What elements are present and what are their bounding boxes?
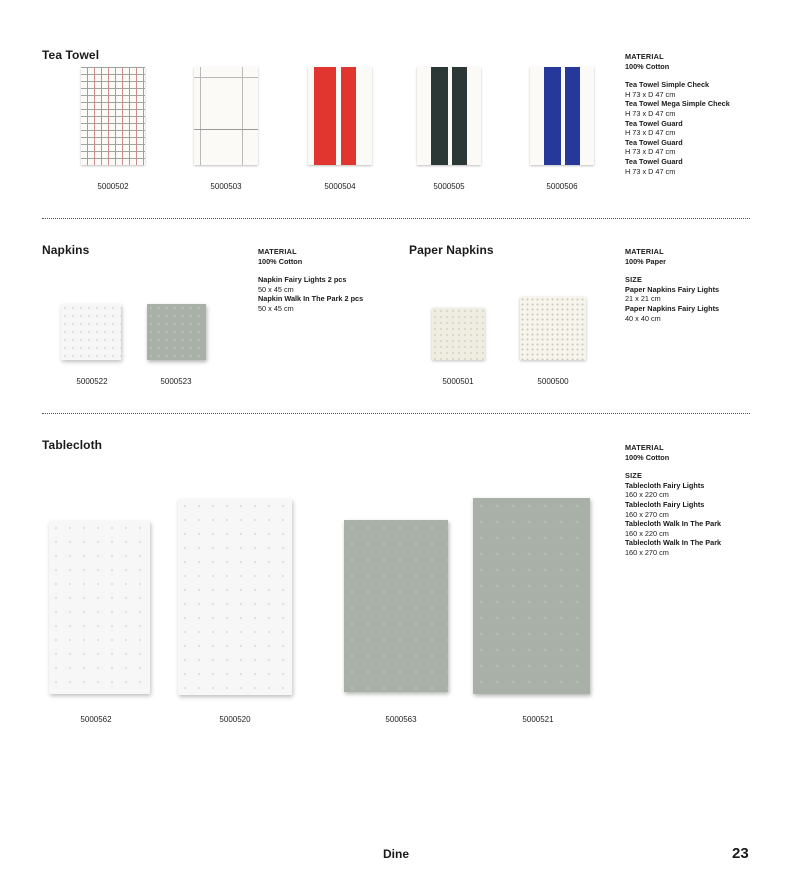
product-name: Tea Towel Mega Simple Check	[625, 99, 730, 109]
product-name: Tablecloth Fairy Lights	[625, 499, 705, 509]
napkins-info	[258, 247, 363, 314]
product-size: 160 x 220 cm	[625, 490, 669, 500]
sku-label: 5000520	[219, 715, 251, 724]
product-size: 21 x 21 cm	[625, 294, 661, 304]
tea-towel-guard-red-image	[308, 67, 372, 165]
napkin-fairy-lights-image	[61, 304, 121, 360]
product-size: H 73 x D 47 cm	[625, 128, 676, 138]
sku-label: 5000505	[433, 182, 465, 191]
product-size: 50 x 45 cm	[258, 303, 294, 313]
material-label: MATERIAL	[258, 247, 297, 256]
product-size: 160 x 270 cm	[625, 547, 669, 557]
paper-napkin-small-image	[432, 308, 485, 360]
product-name: Napkin Walk In The Park 2 pcs	[258, 294, 364, 304]
product-size: 50 x 45 cm	[258, 284, 294, 294]
page-number: 23	[732, 845, 749, 862]
paper-napkins-info	[625, 247, 719, 323]
sku-label: 5000563	[385, 715, 417, 724]
product-name: Tablecloth Walk In The Park	[625, 538, 722, 548]
material-label: MATERIAL	[625, 247, 664, 256]
sku-label: 5000504	[324, 182, 356, 191]
tea-towel-guard-blue-image	[530, 67, 594, 165]
product-size: H 73 x D 47 cm	[625, 166, 676, 176]
tablecloth-info	[625, 443, 721, 558]
product-size: 160 x 270 cm	[625, 509, 669, 519]
tablecloth-heading: Tablecloth	[42, 438, 103, 452]
section-divider	[42, 413, 750, 414]
tea-towel-guard-dark-image	[417, 67, 481, 165]
paper-napkin-large-image	[520, 297, 586, 360]
product-size: H 73 x D 47 cm	[625, 108, 676, 118]
tea-towel-info	[625, 52, 730, 176]
product-name: Napkin Fairy Lights 2 pcs	[258, 275, 347, 285]
section-divider	[42, 218, 750, 219]
sku-label: 5000506	[546, 182, 578, 191]
product-name: Tablecloth Walk In The Park	[625, 519, 722, 529]
product-name: Paper Napkins Fairy Lights	[625, 303, 720, 313]
paper-napkins-heading: Paper Napkins	[409, 243, 494, 257]
material-label: MATERIAL	[625, 52, 664, 61]
footer-section-name: Dine	[383, 847, 410, 861]
sku-label: 5000521	[522, 715, 554, 724]
product-size: 40 x 40 cm	[625, 313, 661, 323]
material-value: 100% Cotton	[258, 256, 303, 266]
product-name: Tea Towel Guard	[625, 118, 683, 128]
sku-label: 5000523	[160, 377, 192, 386]
material-value: 100% Paper	[625, 256, 666, 266]
material-value: 100% Cotton	[625, 452, 670, 462]
tablecloth-walk-in-the-park-270-image	[473, 498, 590, 694]
size-label: SIZE	[625, 471, 643, 481]
product-name: Tea Towel Guard	[625, 137, 683, 147]
tea-towel-simple-check-image	[81, 67, 145, 165]
sku-label: 5000562	[80, 715, 112, 724]
tablecloth-fairy-lights-220-image	[49, 521, 150, 694]
napkins-heading: Napkins	[42, 243, 90, 257]
product-name: Paper Napkins Fairy Lights	[625, 284, 720, 294]
sku-label: 5000502	[97, 182, 129, 191]
sku-label: 5000500	[537, 377, 569, 386]
tablecloth-walk-in-the-park-220-image	[344, 520, 448, 692]
product-size: H 73 x D 47 cm	[625, 147, 676, 157]
sku-label: 5000501	[442, 377, 474, 386]
product-name: Tea Towel Guard	[625, 156, 683, 166]
tea-towel-heading: Tea Towel	[42, 48, 100, 62]
material-label: MATERIAL	[625, 443, 664, 452]
napkin-walk-in-the-park-image	[147, 304, 206, 360]
product-size: H 73 x D 47 cm	[625, 89, 676, 99]
sku-label: 5000503	[210, 182, 242, 191]
product-size: 160 x 220 cm	[625, 528, 669, 538]
product-name: Tea Towel Simple Check	[625, 80, 710, 90]
size-label: SIZE	[625, 275, 643, 285]
tea-towel-mega-simple-check-image	[194, 67, 258, 165]
material-value: 100% Cotton	[625, 61, 670, 71]
product-name: Tablecloth Fairy Lights	[625, 480, 705, 490]
sku-label: 5000522	[76, 377, 108, 386]
tablecloth-fairy-lights-270-image	[178, 499, 292, 695]
